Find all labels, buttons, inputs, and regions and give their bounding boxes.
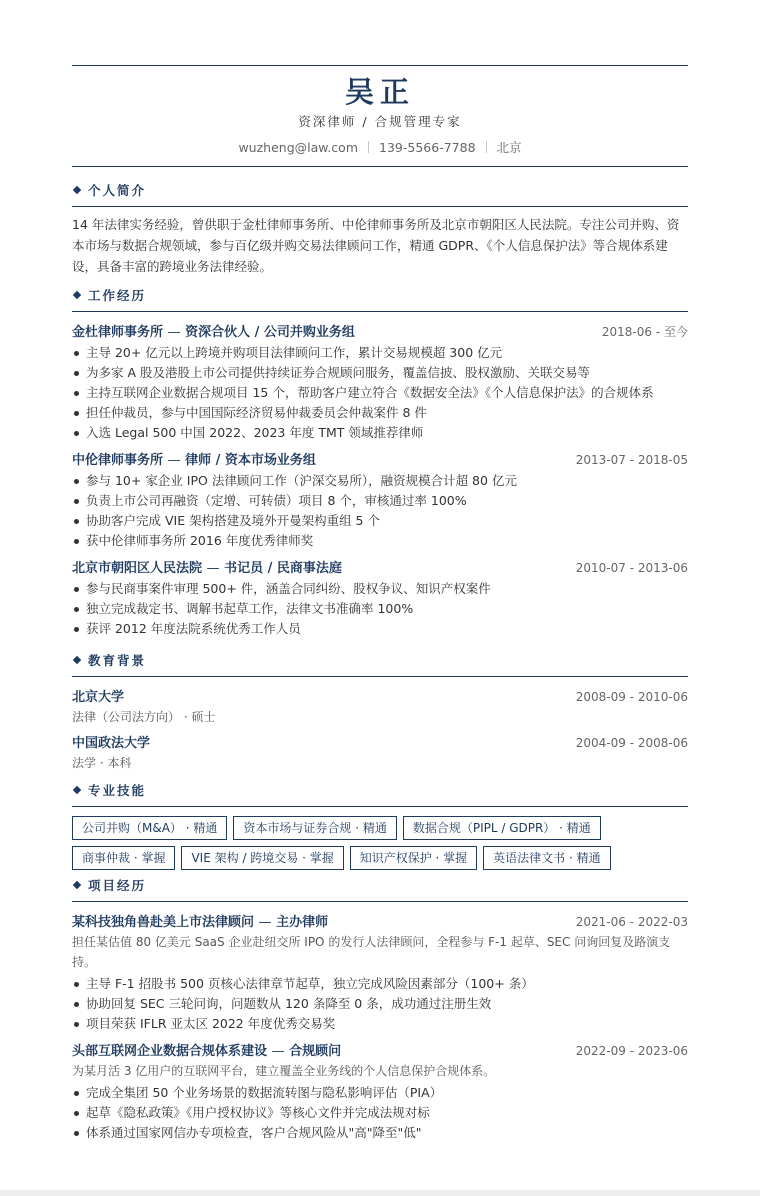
project-description: 担任某估值 80 亿美元 SaaS 企业赴纽交所 IPO 的发行人法律顾问，全程参与 F-1 起草、SEC 问询回复及路演支持。 <box>72 935 671 969</box>
work-entry <box>72 321 688 443</box>
contact-line <box>0 138 760 156</box>
entry-header <box>72 449 688 468</box>
skill-tag: VIE 架构 / 跨境交易 · 掌握 <box>181 846 343 870</box>
work-entry <box>72 557 688 639</box>
diamond-icon <box>73 786 81 794</box>
list-item: 负责上市公司再融资（定增、可转债）项目 8 个，审核通过率 100% <box>72 491 688 511</box>
skill-tag: 公司并购（M&A） · 精通 <box>72 816 227 840</box>
diamond-icon <box>73 186 81 194</box>
candidate-name: 吴正 <box>344 75 415 109</box>
entry-title: 北京市朝阳区人民法院 — 书记员 / 民商事法庭 <box>72 561 342 576</box>
list-item: 担任仲裁员，参与中国国际经济贸易仲裁委员会仲裁案件 8 件 <box>72 403 688 423</box>
list-item: 入选 Legal 500 中国 2022、2023 年度 TMT 领域推荐律师 <box>72 423 688 443</box>
entry-date: 2021-06 - 2022-03 <box>575 915 688 929</box>
skills-section <box>72 780 688 870</box>
entry-title: 中伦律师事务所 — 律师 / 资本市场业务组 <box>72 453 316 468</box>
list-item: 起草《隐私政策》《用户授权协议》等核心文件并完成法规对标 <box>72 1103 688 1123</box>
entry-header <box>72 1040 688 1059</box>
list-item: 协助回复 SEC 三轮问询，问题数从 120 条降至 0 条，成功通过注册生效 <box>72 994 688 1014</box>
list-item: 获评 2012 年度法院系统优秀工作人员 <box>72 619 688 639</box>
entry-date: 2008-09 - 2010-06 <box>575 690 688 704</box>
education-entry <box>72 686 688 727</box>
bullet-list <box>72 579 688 639</box>
diamond-icon <box>73 656 81 664</box>
org-name: 北京市朝阳区人民法院 <box>72 561 203 576</box>
section-header <box>72 180 688 207</box>
list-item: 协助客户完成 VIE 架构搭建及境外开曼架构重组 5 个 <box>72 511 688 531</box>
projects-section <box>72 875 688 1143</box>
section-title: 项目经历 <box>88 878 147 893</box>
list-item: 独立完成裁定书、调解书起草工作，法律文书准确率 100% <box>72 599 688 619</box>
project-entry <box>72 911 688 1034</box>
skill-tags <box>72 816 688 870</box>
list-item: 参与 10+ 家企业 IPO 法律顾问工作（沪深交易所），融资规模合计超 80 亿元 <box>72 471 688 491</box>
entry-header <box>72 732 688 751</box>
contact-divider <box>368 141 369 153</box>
entry-header <box>72 321 688 340</box>
section-header <box>72 875 688 902</box>
bullet-list <box>72 1083 688 1143</box>
entry-header <box>72 557 688 576</box>
list-item: 主导 F-1 招股书 500 页核心法律章节起草，独立完成风险因素部分（100+ 条） <box>72 974 688 994</box>
bullet-list <box>72 343 688 443</box>
role-name: 律师 / 资本市场业务组 <box>185 453 316 468</box>
entry-title: 金杜律师事务所 — 资深合伙人 / 公司并购业务组 <box>72 325 355 340</box>
diamond-icon <box>73 881 81 889</box>
list-item: 主导 20+ 亿元以上跨境并购项目法律顾问工作，累计交易规模超 300 亿元 <box>72 343 688 363</box>
candidate-title: 资深律师 / 合规管理专家 <box>298 114 462 129</box>
skill-tag: 知识产权保护 · 掌握 <box>350 846 477 870</box>
org-name: 金杜律师事务所 <box>72 325 164 340</box>
entry-date: 2022-09 - 2023-06 <box>575 1044 688 1058</box>
section-header <box>72 650 688 677</box>
list-item: 参与民商事案件审理 500+ 件，涵盖合同纠纷、股权争议、知识产权案件 <box>72 579 688 599</box>
entry-date: 2018-06 - 至今 <box>601 325 688 339</box>
entry-date: 2013-07 - 2018-05 <box>575 453 688 467</box>
entry-header <box>72 686 688 705</box>
list-item: 完成全集团 50 个业务场景的数据流转图与隐私影响评估（PIA） <box>72 1083 688 1103</box>
org-name: 中伦律师事务所 <box>72 453 164 468</box>
bullet-list <box>72 974 688 1034</box>
section-title: 工作经历 <box>88 288 147 303</box>
skill-tag: 资本市场与证券合规 · 精通 <box>233 816 396 840</box>
section-header <box>72 285 688 312</box>
list-item: 为多家 A 股及港股上市公司提供持续证券合规顾问服务，覆盖信披、股权激励、关联交易等 <box>72 363 688 383</box>
contact-divider <box>486 141 487 153</box>
phone-text[interactable]: 139-5566-7788 <box>379 140 476 155</box>
project-name: 头部互联网企业数据合规体系建设 <box>72 1044 268 1059</box>
email-text[interactable]: wuzheng@law.com <box>238 140 359 155</box>
list-item: 体系通过国家网信办专项检查，客户合规风险从"高"降至"低" <box>72 1123 688 1143</box>
project-name: 某科技独角兽赴美上市法律顾问 <box>72 915 255 930</box>
work-section <box>72 285 688 639</box>
entry-date: 2010-07 - 2013-06 <box>575 561 688 575</box>
city-text: 北京 <box>496 140 522 155</box>
role-name: 资深合伙人 / 公司并购业务组 <box>185 325 355 340</box>
list-item: 主持互联网企业数据合规项目 15 个，帮助客户建立符合《数据安全法》《个人信息保护法》的合规体系 <box>72 383 688 403</box>
education-entry <box>72 732 688 773</box>
role-name: 书记员 / 民商事法庭 <box>224 561 342 576</box>
profile-text: 14 年法律实务经验，曾供职于金杜律师事务所、中伦律师事务所及北京市朝阳区人民法院。专注公司并购、资本市场与数据合规领域，参与百亿级并购交易法律顾问工作，精通 GDPR、《个人信息保护法》等合规体系建设，具备丰富的跨境业务法律经验。 <box>72 217 680 274</box>
education-section <box>72 650 688 773</box>
work-entry <box>72 449 688 551</box>
entry-date: 2004-09 - 2008-06 <box>575 736 688 750</box>
page-footer-bar <box>0 1190 760 1196</box>
section-title: 教育背景 <box>88 653 147 668</box>
skill-tag: 数据合规（PIPL / GDPR） · 精通 <box>403 816 601 840</box>
school-name: 北京大学 <box>72 690 125 705</box>
bullet-list <box>72 471 688 551</box>
entry-header <box>72 911 688 930</box>
skill-tag: 英语法律文书 · 精通 <box>483 846 610 870</box>
entry-title: 头部互联网企业数据合规体系建设 — 合规顾问 <box>72 1044 342 1059</box>
section-title: 专业技能 <box>88 783 147 798</box>
diamond-icon <box>73 291 81 299</box>
entry-title: 某科技独角兽赴美上市法律顾问 — 主办律师 <box>72 915 329 930</box>
project-entry <box>72 1040 688 1143</box>
role-name: 合规顾问 <box>289 1044 342 1059</box>
school-name: 中国政法大学 <box>72 736 151 751</box>
section-title: 个人简介 <box>88 183 147 198</box>
list-item: 项目荣获 IFLR 亚太区 2022 年度优秀交易奖 <box>72 1014 688 1034</box>
skill-tag: 商事仲裁 · 掌握 <box>72 846 175 870</box>
degree-text: 法律（公司法方向） · 硕士 <box>72 710 216 724</box>
section-header <box>72 780 688 807</box>
role-name: 主办律师 <box>276 915 329 930</box>
list-item: 获中伦律师事务所 2016 年度优秀律师奖 <box>72 531 688 551</box>
header-top-rule <box>72 65 688 66</box>
degree-text: 法学 · 本科 <box>72 756 132 770</box>
project-description: 为某月活 3 亿用户的互联网平台，建立覆盖全业务线的个人信息保护合规体系。 <box>72 1064 496 1078</box>
header-bottom-rule <box>72 166 688 167</box>
profile-section <box>72 180 688 277</box>
